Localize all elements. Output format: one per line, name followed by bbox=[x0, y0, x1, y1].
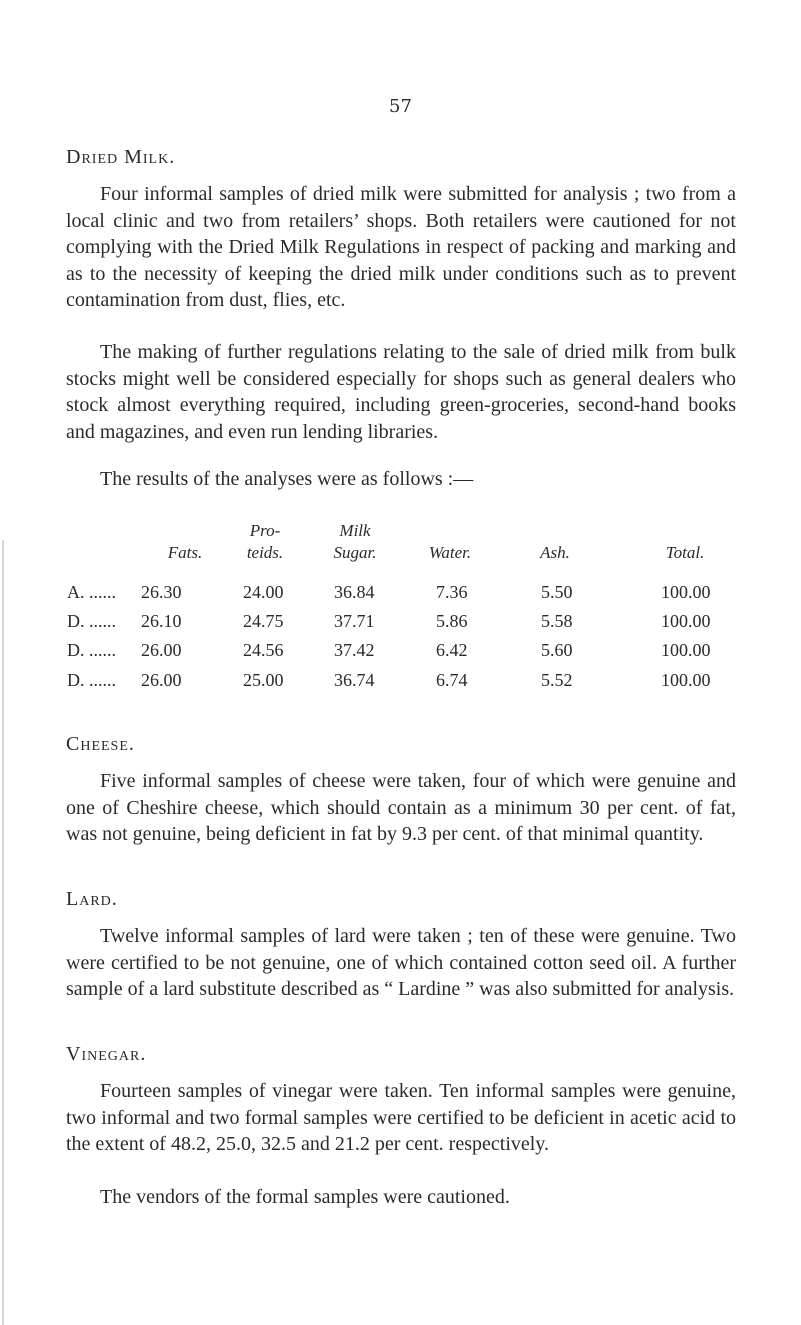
cell-milk-sugar: 36.84 bbox=[334, 582, 375, 602]
row-label: D. ...... bbox=[67, 670, 116, 690]
header-total-text: Total. bbox=[665, 543, 705, 562]
header-milk-sugar-line1: Milk bbox=[339, 521, 371, 540]
vinegar-paragraph-2-text: The vendors of the formal samples were cautioned. bbox=[100, 1186, 510, 1208]
results-intro bbox=[66, 466, 736, 493]
cell-fats: 26.30 bbox=[141, 582, 182, 602]
row-label: D. ...... bbox=[67, 611, 116, 631]
header-fats bbox=[140, 520, 230, 564]
cell-ash: 5.60 bbox=[541, 640, 573, 660]
cell-total: 100.00 bbox=[661, 582, 711, 602]
lard-paragraph-text: Twelve informal samples of lard were taken ; ten of these were genuine. Two were certified to be not genuine, one of which contained cotton seed oil. A further sample of a lard substitute described as “ Lardine ” was also submitted for analysis. bbox=[66, 925, 736, 1000]
dried-milk-paragraph-1-text: Four informal samples of dried milk were submitted for analysis ; two from a local clinic and two from retailers’ shops. Both retailers were cautioned for not complying with the Dried Milk Regulations in respect of packing and marking and as to the necessity of keeping the dried milk under conditions such as to prevent contamination from dust, flies, etc. bbox=[66, 183, 736, 311]
page-edge-shadow bbox=[2, 540, 4, 1325]
header-water bbox=[410, 520, 490, 564]
dried-milk-paragraph-2-text: The making of further regulations relating to the sale of dried milk from bulk stocks might well be considered especially for shops such as general dealers who stock almost everything required, including green-groceries, second-hand books and magazines, and even run lending libraries. bbox=[66, 341, 736, 443]
dried-milk-paragraph-2 bbox=[66, 339, 736, 445]
cell-fats: 26.00 bbox=[141, 670, 182, 690]
page-number: 57 bbox=[389, 96, 412, 117]
row-label: A. ...... bbox=[67, 582, 116, 602]
header-fats-text: Fats. bbox=[167, 543, 203, 562]
vinegar-paragraph-1-text: Fourteen samples of vinegar were taken. Ten informal samples were genuine, two informal and two formal samples were certified to be deficient in acetic acid to the extent of 48.2, 25.0, 32.5 and 21.2 per cent. respectively. bbox=[66, 1080, 736, 1155]
header-proteids-line2: teids. bbox=[246, 543, 284, 562]
cell-milk-sugar: 36.74 bbox=[334, 670, 375, 690]
cheese-heading: Cheese. bbox=[66, 733, 135, 755]
lard-heading: Lard. bbox=[66, 888, 118, 910]
cell-fats: 26.10 bbox=[141, 611, 182, 631]
row-label: D. ...... bbox=[67, 640, 116, 660]
header-proteids-line1: Pro- bbox=[249, 521, 281, 540]
dried-milk-paragraph-1 bbox=[66, 181, 736, 314]
cell-proteids: 24.75 bbox=[243, 611, 284, 631]
cheese-paragraph-text: Five informal samples of cheese were taken, four of which were genuine and one of Cheshire cheese, which should contain as a minimum 30 per cent. of fat, was not genuine, being deficient in fat by 9.3 per cent. of that minimal quantity. bbox=[66, 770, 736, 845]
cell-total: 100.00 bbox=[661, 611, 711, 631]
cell-proteids: 24.00 bbox=[243, 582, 284, 602]
vinegar-heading: Vinegar. bbox=[66, 1043, 147, 1065]
vinegar-paragraph-2 bbox=[66, 1184, 736, 1211]
vinegar-paragraph-1 bbox=[66, 1078, 736, 1158]
cell-total: 100.00 bbox=[661, 640, 711, 660]
cell-ash: 5.58 bbox=[541, 611, 573, 631]
cheese-paragraph bbox=[66, 768, 736, 848]
header-proteids bbox=[225, 520, 305, 564]
cell-total: 100.00 bbox=[661, 670, 711, 690]
cell-water: 6.74 bbox=[436, 670, 468, 690]
header-total bbox=[645, 520, 725, 564]
cell-milk-sugar: 37.71 bbox=[334, 611, 375, 631]
header-ash-text: Ash. bbox=[540, 543, 570, 562]
dried-milk-heading: Dried Milk. bbox=[66, 146, 176, 168]
results-intro-text: The results of the analyses were as follows :— bbox=[100, 468, 474, 490]
header-water-text: Water. bbox=[428, 543, 472, 562]
header-milk-sugar-line2: Sugar. bbox=[333, 543, 377, 562]
cell-water: 7.36 bbox=[436, 582, 468, 602]
cell-proteids: 25.00 bbox=[243, 670, 284, 690]
cell-ash: 5.50 bbox=[541, 582, 573, 602]
cell-water: 5.86 bbox=[436, 611, 468, 631]
cell-water: 6.42 bbox=[436, 640, 468, 660]
cell-milk-sugar: 37.42 bbox=[334, 640, 375, 660]
header-ash bbox=[520, 520, 590, 564]
cell-fats: 26.00 bbox=[141, 640, 182, 660]
header-milk-sugar bbox=[315, 520, 395, 564]
cell-proteids: 24.56 bbox=[243, 640, 284, 660]
cell-ash: 5.52 bbox=[541, 670, 573, 690]
lard-paragraph bbox=[66, 923, 736, 1003]
